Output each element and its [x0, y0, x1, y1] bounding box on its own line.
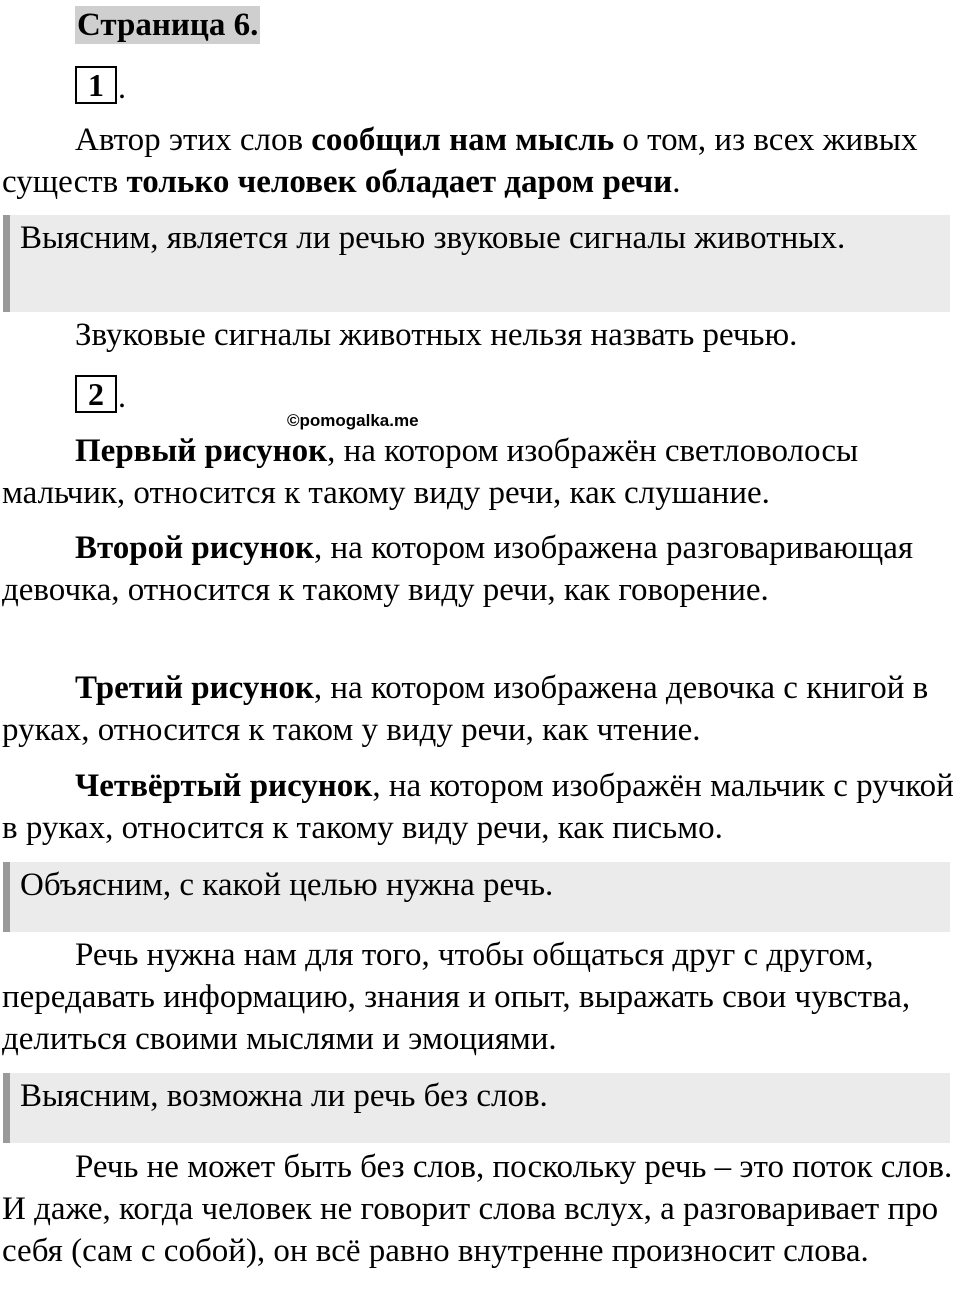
- task2-question-box-2: Выясним, возможна ли речь без слов.: [3, 1073, 950, 1143]
- task1-paragraph-1: [2, 119, 957, 203]
- task2-paragraph-6: Речь не может быть без слов, поскольку речь – это поток слов. И даже, когда человек не говорит слова вслух, а разговаривает про себя (сам с собой), он всё равно внутренне произносит слова.: [2, 1149, 953, 1269]
- bold-run: только человек обладает даром речи: [126, 164, 673, 200]
- task2-paragraph-3: [2, 667, 957, 751]
- task2-paragraph-4: [2, 765, 957, 849]
- text-run: , на котором изображена разговаривающая девочка, относится к такому виду речи, как говорение.: [2, 530, 914, 608]
- task2-question-box-1: Объясним, с какой целью нужна речь.: [3, 862, 950, 932]
- task-number-2: 2: [75, 375, 117, 413]
- bold-run: Первый рисунок: [75, 433, 328, 469]
- text-run: , на котором изображён светловолосы мальчик, относится к такому виду речи, как слушание.: [2, 433, 859, 511]
- task2-paragraph-1: [2, 430, 957, 514]
- bold-run: сообщил нам мысль: [311, 122, 615, 158]
- task-number-1: 1: [75, 66, 117, 104]
- task2-paragraph-2: [2, 527, 957, 611]
- text-run: , на котором изображена девочка с книгой в руках, относится к таком у виду речи, как чтение.: [2, 670, 929, 748]
- task2-paragraph-5: Речь нужна нам для того, чтобы общаться друг с другом, передавать информацию, знания и опыт, выражать свои чувства, делиться своими мыслями и эмоциями.: [2, 937, 911, 1057]
- watermark: ©pomogalka.me: [287, 411, 419, 430]
- task-number-dot: .: [118, 69, 126, 105]
- page-title: Страница 6.: [77, 7, 259, 43]
- bold-run: Второй рисунок: [75, 530, 315, 566]
- text-run: о том, из всех живых существ: [2, 122, 918, 200]
- task1-question-box: Выясним, является ли речью звуковые сигналы животных.: [3, 215, 950, 312]
- bold-run: Четвёртый рисунок: [75, 768, 373, 804]
- text-run: Автор этих слов: [75, 122, 312, 158]
- text-run: , на котором изображён мальчик с ручкой в руках, относится к такому виду речи, как письмо.: [2, 768, 954, 846]
- task1-paragraph-2: Звуковые сигналы животных нельзя назвать речью.: [75, 317, 798, 353]
- text-run: .: [672, 164, 681, 200]
- bold-run: Третий рисунок: [75, 670, 314, 706]
- task-number-dot: .: [118, 378, 126, 414]
